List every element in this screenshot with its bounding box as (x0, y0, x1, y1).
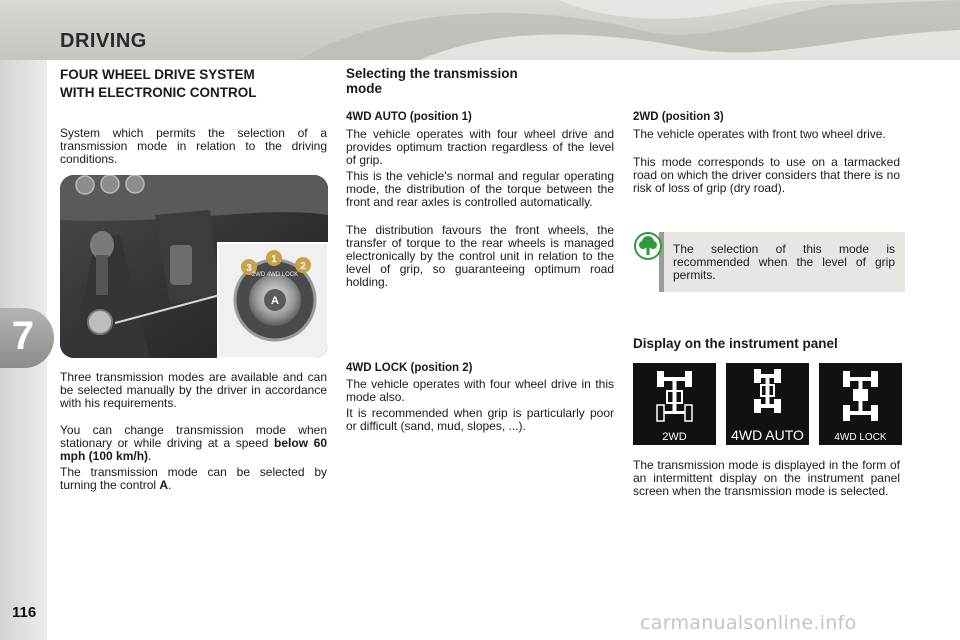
speed-limit: below 60 mph (100 km/h) (60, 436, 328, 463)
watermark: carmanualsonline.info (640, 612, 857, 634)
display-label-4wd-auto: 4WD AUTO (731, 427, 804, 443)
svg-text:3: 3 (246, 263, 252, 274)
chapter-number: 7 (11, 314, 35, 358)
selecting-heading (346, 66, 616, 96)
speed-paragraph (60, 424, 327, 463)
transmission-control-photo (60, 175, 328, 358)
lock-heading: 4WD LOCK (position 2) (346, 362, 473, 374)
display-4wd-lock (819, 363, 902, 445)
twowd-heading: 2WD (position 3) (633, 111, 724, 123)
lock-paragraph-2: It is recommended when grip is particularly poor or difficult (sand, mud, slopes, ...). (346, 406, 614, 433)
auto-paragraph-1: The vehicle operates with four wheel drive and provides optimum traction regardless of the level of grip. (346, 127, 614, 167)
control-text-end: . (168, 478, 172, 492)
twowd-paragraph-1: The vehicle operates with front two wheel drive. (633, 127, 886, 141)
control-text: The transmission mode can be selected by turning the control (60, 465, 327, 492)
auto-paragraph-3: The distribution favours the front wheels, the transfer of torque to the rear wheels is managed electronically by the control unit in relation to the level of grip, so guaranteeing optimum road holding. (346, 223, 614, 289)
display-label-2wd: 2WD (662, 431, 687, 443)
page-number: 116 (12, 604, 37, 621)
display-label-4wd-lock: 4WD LOCK (834, 432, 887, 443)
svg-text:2WD 4WD LOCK: 2WD 4WD LOCK (251, 272, 299, 278)
display-paragraph: The transmission mode is displayed in the form of an intermittent display on the instrument panel screen when the transmission mode is selected. (633, 458, 900, 498)
svg-text:2: 2 (300, 261, 306, 272)
tip-text: The selection of this mode is recommended when the level of grip permits. (673, 242, 895, 282)
twowd-paragraph-2: This mode corresponds to use on a tarmacked road on which the driver considers that there is no risk of loss of grip (dry road). (633, 155, 900, 195)
speed-text-end: . (148, 449, 152, 463)
section-title (60, 66, 330, 102)
display-4wd-auto (726, 363, 809, 445)
intro-paragraph: System which permits the selection of a transmission mode in relation to the driving conditions. (60, 126, 327, 166)
selecting-heading-line2: mode (346, 81, 383, 96)
svg-text:A: A (271, 295, 279, 307)
display-2wd (633, 363, 716, 445)
lock-paragraph-1: The vehicle operates with four wheel drive in this mode also. (346, 377, 614, 404)
auto-paragraph-2: This is the vehicle's normal and regular operating mode, the distribution of the torque between the front and rear axles is controlled automatically. (346, 169, 614, 209)
section-title-line1: FOUR WHEEL DRIVE SYSTEM (60, 67, 255, 82)
auto-heading: 4WD AUTO (position 1) (346, 111, 472, 123)
selecting-heading-line1: Selecting the transmission (346, 66, 518, 81)
page-title: DRIVING (60, 30, 147, 52)
svg-text:1: 1 (271, 254, 277, 265)
display-heading: Display on the instrument panel (633, 336, 838, 351)
control-paragraph (60, 466, 327, 492)
control-letter: A (159, 478, 169, 492)
modes-paragraph: Three transmission modes are available and can be selected manually by the driver in accordance with his requirements. (60, 370, 327, 410)
page-header (0, 0, 960, 60)
tree-icon (634, 232, 662, 260)
section-title-line2: WITH ELECTRONIC CONTROL (60, 85, 257, 100)
speed-text: You can change transmission mode when stationary or while driving at a speed (60, 423, 327, 450)
